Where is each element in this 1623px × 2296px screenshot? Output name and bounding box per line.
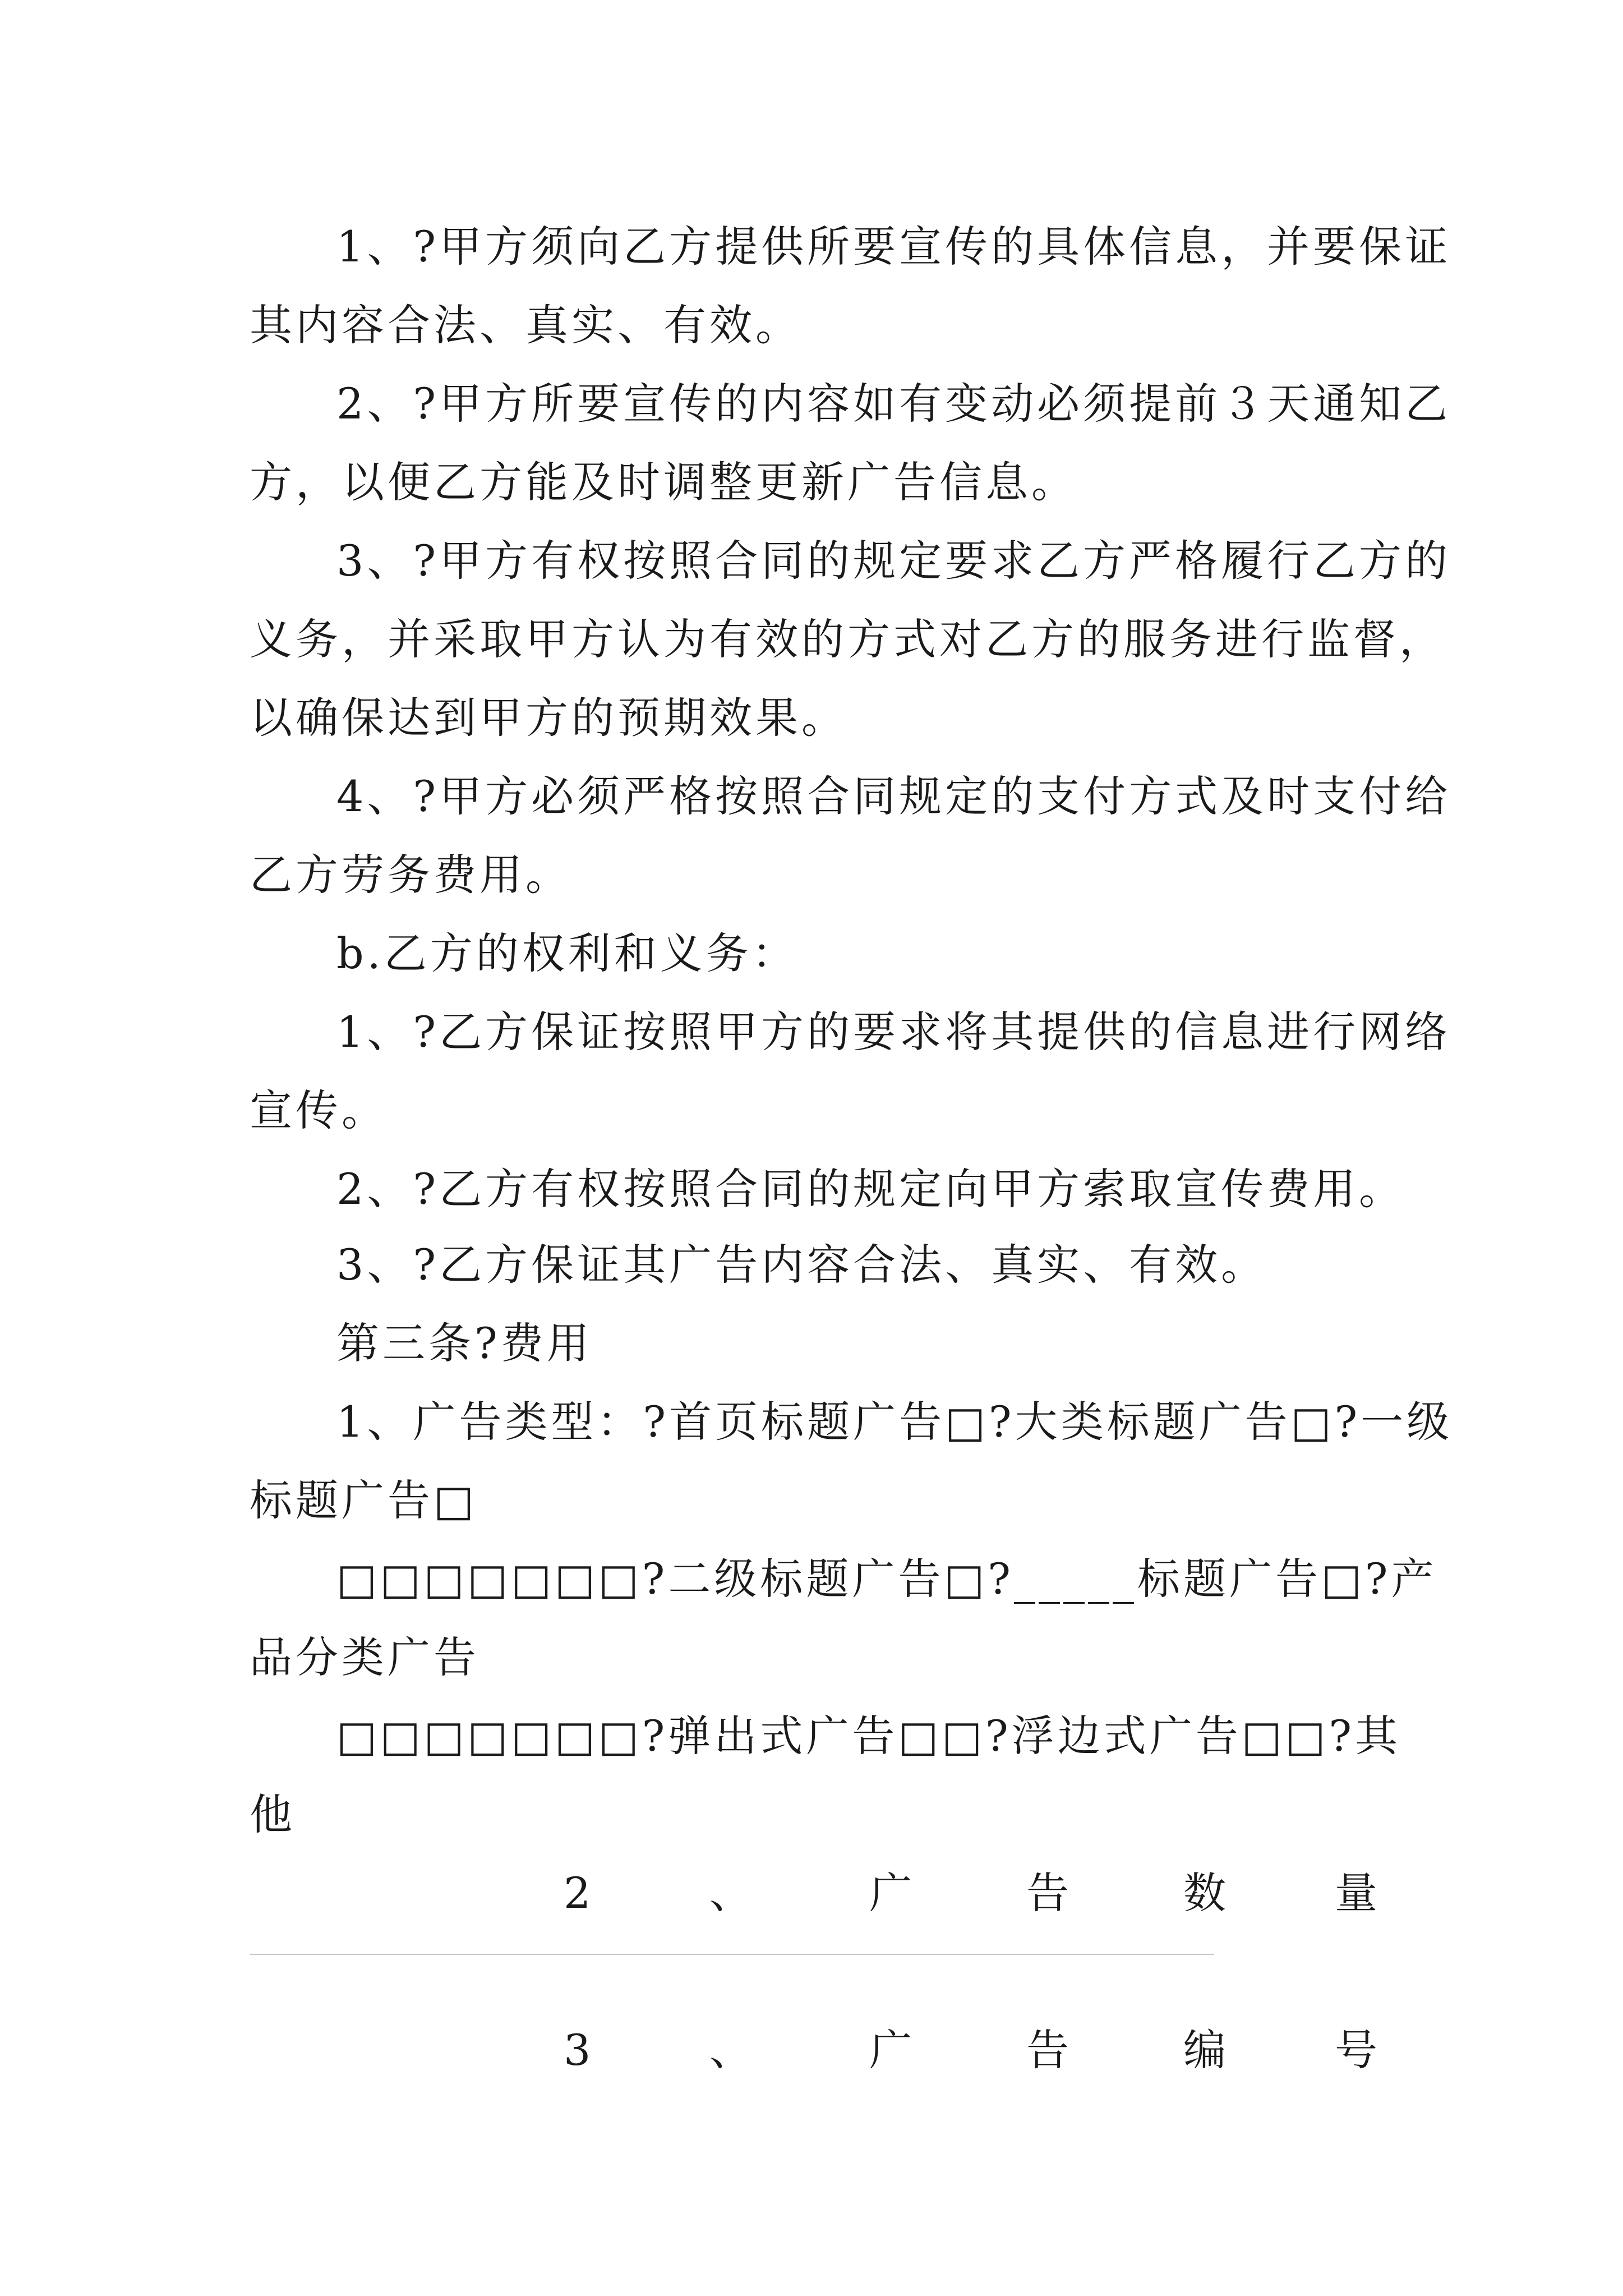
b1-line1: 1、?乙方保证按照甲方的要求将其提供的信息进行网络 <box>336 1007 1451 1057</box>
ad-quantity-char2: 告 <box>1026 1868 1069 1918</box>
ad-quantity-char1: 广 <box>869 1868 912 1918</box>
b2-line1: 2、?乙方有权按照合同的规定向甲方索取宣传费用。 <box>336 1164 1405 1214</box>
ad-quantity-num: 2 <box>564 1868 591 1918</box>
section-b-heading: b.乙方的权利和义务： <box>336 928 798 978</box>
adtype-line5: □□□□□□□?弹出式广告□□?浮边式广告□□?其 <box>336 1711 1401 1761</box>
article3-heading: 第三条?费用 <box>336 1318 593 1368</box>
para4-line2: 乙方劳务费用。 <box>250 850 571 900</box>
b1-line2: 宣传。 <box>250 1085 388 1135</box>
para3-line1: 3、?甲方有权按照合同的规定要求乙方严格履行乙方的 <box>336 536 1451 586</box>
para1-line2: 其内容合法、真实、有效。 <box>250 300 801 350</box>
adtype-line1: 1、广告类型：?首页标题广告□?大类标题广告□?一级 <box>336 1397 1453 1447</box>
adtype-line3: □□□□□□□?二级标题广告□?_____标题广告□?产 <box>336 1554 1437 1604</box>
ad-number-num: 3 <box>564 2025 591 2075</box>
adtype-line6: 他 <box>250 1789 296 1839</box>
b3-line1: 3、?乙方保证其广告内容合法、真实、有效。 <box>336 1240 1267 1290</box>
ad-number-sep: 、 <box>709 2025 752 2075</box>
para3-line3: 以确保达到甲方的预期效果。 <box>250 693 847 743</box>
ad-number-char1: 广 <box>869 2025 912 2075</box>
ad-number-char2: 告 <box>1026 2025 1069 2075</box>
ad-quantity-sep: 、 <box>709 1868 752 1918</box>
ad-quantity-char3: 数 <box>1183 1868 1226 1918</box>
para4-line1: 4、?甲方必须严格按照合同规定的支付方式及时支付给 <box>336 771 1451 821</box>
ad-number-char3: 编 <box>1183 2025 1226 2075</box>
ad-quantity-char4: 量 <box>1335 1868 1377 1918</box>
adtype-line4: 品分类广告 <box>250 1632 479 1682</box>
ad-number-char4: 号 <box>1335 2025 1377 2075</box>
para1-line1: 1、?甲方须向乙方提供所要宣传的具体信息，并要保证 <box>336 222 1451 272</box>
adtype-line2: 标题广告□ <box>250 1475 477 1525</box>
blank-underline <box>250 1954 1214 1955</box>
para2-line2: 方，以便乙方能及时调整更新广告信息。 <box>250 457 1077 507</box>
para3-line2: 义务，并采取甲方认为有效的方式对乙方的服务进行监督， <box>250 614 1445 664</box>
para2-line1: 2、?甲方所要宣传的内容如有变动必须提前３天通知乙 <box>336 379 1451 429</box>
